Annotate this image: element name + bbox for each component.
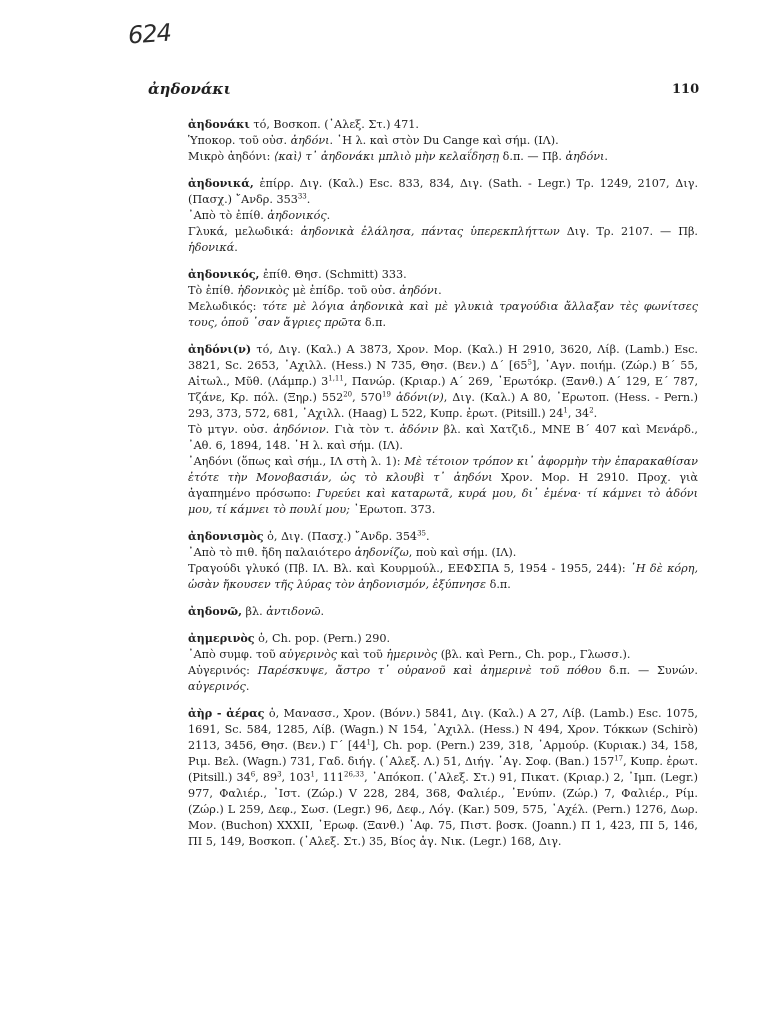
entry-paragraph bbox=[188, 133, 698, 149]
superscript: 1,11 bbox=[328, 374, 344, 383]
page-number: 110 bbox=[672, 82, 700, 97]
dictionary-entry bbox=[188, 528, 698, 593]
entry-paragraph bbox=[188, 545, 698, 561]
text-run: , ᾿Απόκοπ. (᾿Αλεξ. Στ.) 91, Πικατ. (Κριαρ.) 2, ᾿Ιμπ. (Legr.) 977, Φαλιέρ., ᾿Ιστ. (Ζώρ.) V 228, 284, 368, Φαλιέρ., ᾿Ενύπν. (Ζώρ.) 7, Φαλιέρ., Ρίμ. (Ζώρ.) L 259, Δεφ., Σωσ. (Legr.) 96, Δεφ., Λόγ. (Kar.) 509, 575, ᾿Αχέλ. (Pern.) 1276, Δωρ. Μον. (Buchon) XXXII, ᾿Ερωφ. (Ξανθ.) ᾿Αφ. 75, Πιστ. βοσκ. (Joann.) Π 1, 423, ΠΙ 5, 146, ΠΙ 5, 149, Βοσκοπ. (᾿Αλεξ. Στ.) 35, Βίος ἁγ. Νικ. (Legr.) 168, Διγ. bbox=[188, 771, 699, 848]
italic-quote: αὐγερινὸς bbox=[279, 648, 338, 661]
italic-quote: ἀηδόνι bbox=[290, 134, 330, 147]
text-run: . ῾Η λ. καὶ στὸν Du Cange καὶ σήμ. (ΙΛ). bbox=[329, 134, 559, 147]
text-run: βλ. bbox=[241, 605, 267, 618]
italic-quote: ἡμερινὸς bbox=[386, 648, 438, 661]
text-run: . Γιὰ τὸν τ. bbox=[325, 423, 400, 436]
entries-body bbox=[188, 116, 698, 860]
text-run: . bbox=[438, 284, 442, 297]
italic-quote: Μὲ τέτοιον τρόπον κι᾿ ἀφορμὴν τὴν ἐπαρακαθίσαν ἐτότε τὴν Μονοβασιάν, ὡς τὸ κλουβὶ τ᾿ ἀηδόνι bbox=[188, 455, 698, 484]
entry-paragraph bbox=[188, 208, 698, 224]
text-run: τό, Διγ. (Καλ.) Α 3873, Χρον. Μορ. (Καλ.) Η 2910, 3620, Λίβ. (Lamb.) Esc. 3821, Sc. 2653, ᾿Αχιλλ. (Hess.) Ν 735, Θησ. (Βεν.) Δ´ [65 bbox=[188, 343, 698, 372]
entry-paragraph bbox=[188, 454, 698, 518]
entry-paragraph bbox=[188, 561, 698, 593]
entry-paragraph bbox=[188, 283, 698, 299]
text-run: ᾿Απὸ τὸ ἐπίθ. bbox=[188, 209, 268, 222]
entry-headline bbox=[188, 528, 698, 545]
text-run: ], ᾿Αγν. ποιήμ. (Ζώρ.) Β´ 55, Αἰτωλ., Μῦθ. (Λάμπρ.) 3 bbox=[188, 359, 698, 388]
italic-quote: τότε μὲ λόγια ἀηδονικὰ καὶ μὲ γλυκιὰ τραγούδια ἄλλαξαν τὲς φωνίτσες τους, ὁποῦ ᾿σαν ἄγριες πρῶτα bbox=[188, 300, 698, 329]
text-run: . bbox=[593, 407, 598, 420]
text-run: ᾿Απὸ τὸ πιθ. ἤδη παλαιότερο bbox=[188, 546, 355, 559]
entry-paragraph bbox=[188, 663, 698, 695]
text-run: Διγ. Τρ. 2107. — Πβ. bbox=[559, 225, 698, 238]
entry-headline bbox=[188, 603, 698, 620]
text-run: ], Ch. pop. (Pern.) 239, 318, ᾿Αρμούρ. (Κυριακ.) 34, 158, Ριμ. Βελ. (Wagn.) 731, Γαδ. διήγ. (᾿Αλεξ. Λ.) 51, Διήγ. ᾿Αγ. Σοφ. (Ban.) 157 bbox=[188, 739, 699, 768]
running-head: ἀηδονάκι bbox=[148, 80, 231, 98]
dictionary-entry bbox=[188, 630, 698, 695]
text-run: . bbox=[306, 193, 311, 206]
text-run: Τὸ μτγν. οὐσ. bbox=[188, 423, 274, 436]
text-run: δ.π. bbox=[486, 578, 511, 591]
text-run: Ὑποκορ. τοῦ οὐσ. bbox=[188, 134, 291, 147]
italic-quote: Γυρεύει καὶ καταρωτᾶ, κυρά μου, δι᾿ ἐμένα· τί κάμνει τὸ ἀδόνι μου, τί κάμνει τὸ πουλί μου; bbox=[188, 487, 698, 516]
text-run: , 570 bbox=[352, 391, 383, 404]
entry-headline bbox=[188, 175, 698, 208]
italic-quote: ῾Η δὲ κόρη, ὡσὰν ἤκουσεν τῆς λύρας τὸν ἀηδονισμόν, ἐξύπνησε bbox=[188, 562, 698, 591]
text-run: . bbox=[245, 680, 250, 693]
italic-quote: ἀδόνιν bbox=[399, 423, 439, 436]
text-run: , 111 bbox=[315, 771, 345, 784]
text-run: , Πανώρ. (Κριαρ.) Α´ 269, ᾿Ερωτόκρ. (Ξανθ.) Α´ 129, Ε´ 787, Τζάνε, Κρ. πόλ. (Ξηρ.) 552 bbox=[188, 375, 699, 404]
text-run: , ποὺ καὶ σήμ. (ΙΛ). bbox=[408, 546, 517, 559]
text-run: . bbox=[320, 605, 325, 618]
superscript: 35 bbox=[417, 529, 426, 538]
entry-headline bbox=[188, 116, 698, 133]
text-run: τό, Βοσκοπ. (᾿Αλεξ. Στ.) 471. bbox=[249, 118, 419, 131]
text-run: , Διγ. (Καλ.) Α 80, ᾿Ερωτοπ. (Hess. - Pern.) 293, 373, 572, 681, ᾿Αχιλλ. (Haag) L 522, Κυπρ. ἐρωτ. (Pitsill.) 24 bbox=[188, 391, 698, 420]
entry-headline bbox=[188, 266, 698, 283]
superscript: 17 bbox=[614, 754, 624, 763]
italic-quote: ἀηδόνιον bbox=[273, 423, 326, 436]
text-run: Γλυκά, μελωδικά: bbox=[188, 225, 301, 238]
headword: ἀηδονῶ, bbox=[188, 604, 242, 618]
text-run: , Κυπρ. ἐρωτ. (Pitsill.) 34 bbox=[188, 755, 698, 784]
entry-paragraph bbox=[188, 299, 698, 331]
italic-quote: ἀηδόνι bbox=[399, 284, 439, 297]
superscript: 20 bbox=[343, 390, 353, 399]
text-run: ἐπίρρ. Διγ. (Καλ.) Esc. 833, 834, Διγ. (Sath. - Legr.) Τρ. 1249, 2107, Διγ. (Πασχ.) ῎Ανδρ. 353 bbox=[188, 177, 698, 206]
text-run: ᾿Ερωτοπ. 373. bbox=[349, 503, 436, 516]
superscript: 6 bbox=[250, 770, 256, 779]
superscript: 19 bbox=[382, 390, 391, 399]
dictionary-entry bbox=[188, 705, 698, 850]
text-run: (βλ. καὶ Pern., Ch. pop., Γλωσσ.). bbox=[437, 648, 631, 661]
entry-headline bbox=[188, 705, 698, 850]
text-run: . bbox=[326, 209, 331, 222]
text-run: . bbox=[425, 530, 430, 543]
entry-paragraph bbox=[188, 224, 698, 256]
text-run: δ.π. — Συνών. bbox=[601, 664, 698, 677]
text-run: . bbox=[604, 150, 608, 163]
italic-quote: αὐγερινός bbox=[188, 680, 246, 693]
dictionary-entry bbox=[188, 341, 698, 518]
text-run: ἐπίθ. Θησ. (Schmitt) 333. bbox=[259, 268, 407, 281]
headword: ἀημερινὸς bbox=[188, 631, 255, 645]
italic-quote: ἀδόνι(ν) bbox=[395, 391, 444, 404]
text-run: ᾿Απὸ συμφ. τοῦ bbox=[188, 648, 280, 661]
text-run: μὲ ἐπίδρ. τοῦ οὐσ. bbox=[289, 284, 400, 297]
headword: ἀηδονάκι bbox=[188, 117, 250, 131]
superscript: 5 bbox=[527, 358, 532, 367]
superscript: 33 bbox=[297, 192, 307, 201]
text-run: , 103 bbox=[281, 771, 311, 784]
italic-quote: ⟨καὶ⟩ τ᾿ ἀηδονάκι μπλιὸ μὴν κελαΐδησῃ bbox=[273, 150, 500, 163]
dictionary-entry bbox=[188, 116, 698, 165]
entry-paragraph bbox=[188, 647, 698, 663]
dictionary-entry bbox=[188, 603, 698, 620]
superscript: 1 bbox=[563, 406, 568, 415]
italic-quote: Παρέσκυψε, ἄστρο τ᾿ οὐρανοῦ καὶ ἀημερινὲ τοῦ πόθου bbox=[257, 664, 602, 677]
text-run: καὶ τοῦ bbox=[337, 648, 387, 661]
text-run: Τραγούδι γλυκό (Πβ. ΙΛ. Βλ. καὶ Κουρμούλ., ΕΕΦΣΠΑ 5, 1954 - 1955, 244): bbox=[188, 562, 631, 575]
italic-quote: ἀηδονίζω bbox=[354, 546, 409, 559]
text-run: ὁ, Μανασσ., Χρον. (Bόνν.) 5841, Διγ. (Καλ.) Α 27, Λίβ. (Lamb.) Esc. 1075, 1691, Sc. 584, 1285, Λίβ. (Wagn.) Ν 154, ᾿Αχιλλ. (Hess.) Ν 494, Χρον. Τόκκων (Schirò) 2113, 3456, Θησ. (Βεν.) Γ´ [44 bbox=[188, 707, 698, 752]
headword: ἀηδόνι(ν) bbox=[188, 342, 252, 356]
text-run: δ.π. bbox=[361, 316, 387, 329]
text-run: , 34 bbox=[567, 407, 590, 420]
text-run: ὁ, Διγ. (Πασχ.) ῎Ανδρ. 354 bbox=[263, 530, 418, 543]
headword: ἀὴρ - ἀέρας bbox=[188, 706, 265, 720]
superscript: 2 bbox=[589, 406, 594, 415]
dictionary-entry bbox=[188, 175, 698, 256]
text-run: Τὸ ἐπίθ. bbox=[188, 284, 238, 297]
text-run: δ.π. — Πβ. bbox=[499, 150, 566, 163]
headword: ἀηδονικός, bbox=[188, 267, 260, 281]
entry-headline bbox=[188, 341, 698, 422]
headword: ἀηδονικά, bbox=[188, 176, 254, 190]
entry-paragraph bbox=[188, 149, 698, 165]
superscript: 1 bbox=[366, 738, 371, 747]
handwritten-folio-number: 624 bbox=[127, 18, 172, 50]
text-run: Μικρὸ ἀηδόνι: bbox=[188, 150, 274, 163]
text-run: βλ. καὶ Χατζιδ., ΜΝΕ Β´ 407 καὶ Μενάρδ., ᾿Αθ. 6, 1894, 148. ῾Η λ. καὶ σήμ. (ΙΛ). bbox=[188, 423, 698, 452]
italic-quote: ἀηδόνι bbox=[565, 150, 605, 163]
superscript: 26,33 bbox=[344, 770, 365, 779]
text-run: Χρον. Μορ. Η 2910. Προχ. γιὰ ἀγαπημένο πρόσωπο: bbox=[188, 471, 698, 500]
text-run: Αὐγερινός: bbox=[188, 664, 258, 677]
dictionary-entry bbox=[188, 266, 698, 331]
superscript: 1 bbox=[310, 770, 316, 779]
headword: ἀηδονισμὸς bbox=[188, 529, 264, 543]
italic-quote: ἀηδονικὰ ἐλάλησα, πάντας ὑπερεκπλήττων bbox=[300, 225, 560, 238]
italic-quote: ἡδονικά bbox=[188, 241, 235, 254]
text-run: . bbox=[234, 241, 238, 254]
text-run: ᾿Αηδόνι (ὅπως καὶ σήμ., ΙΛ στὴ λ. 1): bbox=[188, 455, 405, 468]
entry-headline bbox=[188, 630, 698, 647]
italic-quote: ἀηδονικός bbox=[267, 209, 327, 222]
text-run: ὁ, Ch. pop. (Pern.) 290. bbox=[254, 632, 391, 645]
text-run: Μελωδικός: bbox=[188, 300, 263, 313]
italic-quote: ἡδονικὸς bbox=[237, 284, 290, 297]
superscript: 3 bbox=[277, 770, 282, 779]
text-run: , 89 bbox=[255, 771, 278, 784]
entry-paragraph bbox=[188, 422, 698, 454]
italic-quote: ἀντιδονῶ bbox=[266, 605, 321, 618]
